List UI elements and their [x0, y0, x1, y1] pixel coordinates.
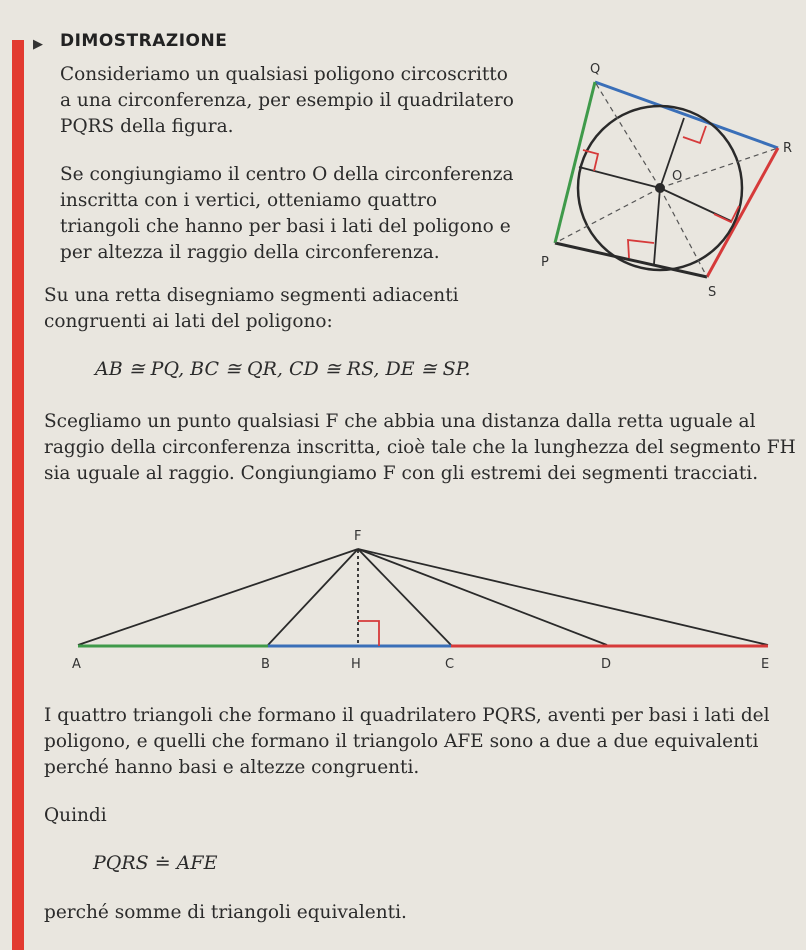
paragraph-segments: Su una retta disegniamo segmenti adiacenti congruenti ai lati del poligono: — [44, 285, 459, 332]
paragraph-point-f: Scegliamo un punto qualsiasi F che abbia una distanza dalla retta uguale al raggio della circonferenza inscritta, cioè tale che la lunghezza del segmento FH sia uguale al raggio. Congiungiamo F con gli estremi dei segmenti tracciati. — [44, 411, 796, 484]
play-triangle-icon: ▶ — [33, 37, 43, 52]
quadrilateral-figure — [525, 55, 795, 305]
label-o: O — [672, 169, 683, 184]
side-sp — [555, 243, 707, 277]
label-a: A — [72, 657, 81, 672]
paragraph-final: perché somme di triangoli equivalenti. — [44, 902, 407, 923]
label-q: Q — [590, 62, 601, 77]
label-r: R — [783, 141, 793, 156]
right-angle-mark-h — [358, 621, 379, 646]
label-f: F — [354, 529, 362, 544]
label-d: D — [601, 657, 612, 672]
formula-conclusion: PQRS ≐ AFE — [93, 852, 218, 874]
label-p: P — [541, 255, 549, 270]
center-dot — [655, 183, 665, 193]
side-rs — [707, 148, 778, 277]
section-heading: DIMOSTRAZIONE — [60, 31, 228, 51]
label-c: C — [445, 657, 455, 672]
label-s: S — [708, 285, 717, 300]
paragraph-quindi: Quindi — [44, 805, 107, 826]
margin-red-bar — [12, 40, 24, 950]
triangle-afe-figure — [60, 525, 790, 685]
side-pq — [555, 82, 595, 243]
paragraph-center: Se congiungiamo il centro O della circonferenza inscritta con i vertici, otteniamo quattro triangoli che hanno per basi i lati del poligono e per altezza il raggio della circonferenza. — [60, 164, 514, 263]
label-h: H — [351, 657, 361, 672]
paragraph-equivalence: I quattro triangoli che formano il quadrilatero PQRS, aventi per basi i lati del poligono, e quelli che formano il triangolo AFE sono a due a due equivalenti perché hanno basi e altezze congruenti. — [44, 705, 770, 778]
paragraph-intro: Consideriamo un qualsiasi poligono circoscritto a una circonferenza, per esempio il quadrilatero PQRS della figura. — [60, 64, 514, 137]
label-b: B — [261, 657, 270, 672]
formula-congruences: AB ≅ PQ, BC ≅ QR, CD ≅ RS, DE ≅ SP. — [95, 358, 471, 380]
lines-from-f — [78, 549, 768, 645]
label-e: E — [761, 657, 770, 672]
radius-lines — [579, 118, 731, 264]
